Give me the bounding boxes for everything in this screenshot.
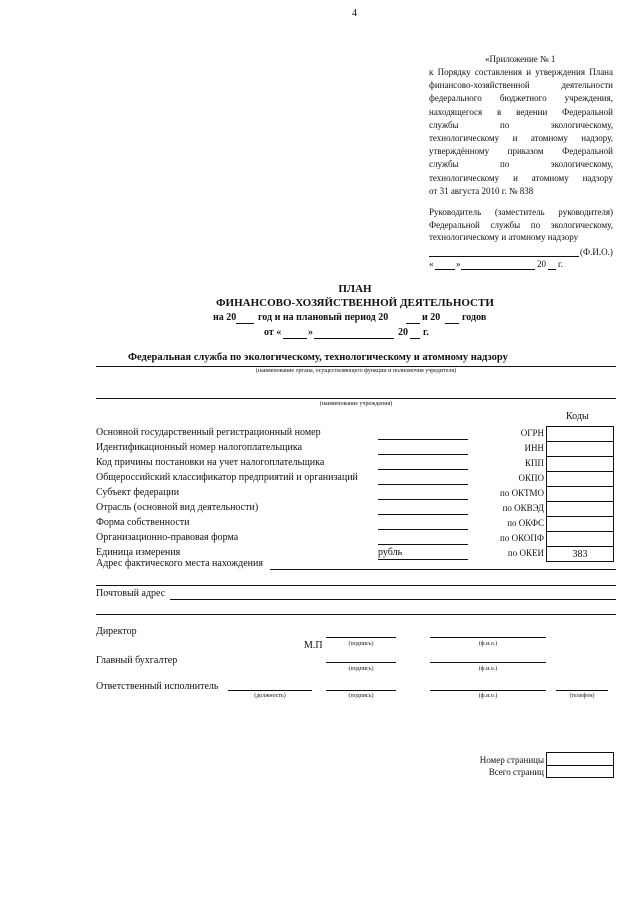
code-name: по ОКЕИ: [507, 548, 544, 558]
period-year-line: [236, 323, 254, 324]
code-value-cell[interactable]: [546, 531, 614, 547]
director-fio-caption: (ф.и.о.): [478, 641, 498, 647]
responsible-phone-caption: (телефон): [569, 693, 595, 699]
codes-header: Коды: [566, 411, 589, 422]
total-pages-label: Всего страниц: [488, 767, 544, 777]
code-name: по ОКТМО: [500, 488, 544, 498]
code-row-line[interactable]: [378, 514, 468, 515]
code-row-line[interactable]: [378, 439, 468, 440]
code-row-label: Идентификационный номер налогоплательщика: [96, 442, 303, 453]
accountant-sign-caption: (подпись): [348, 666, 374, 672]
approval-fio: (Ф.И.О.): [580, 247, 613, 257]
date-year-line: [410, 338, 420, 339]
appendix-title: «Приложение № 1: [485, 54, 556, 64]
approval-year: 20: [537, 259, 546, 269]
responsible-position-line[interactable]: [228, 690, 312, 691]
responsible-sign-line[interactable]: [326, 690, 396, 691]
approval-month-line: [461, 269, 535, 270]
postal-label: Почтовый адрес: [96, 588, 166, 599]
code-row-line[interactable]: [378, 499, 468, 500]
code-row-line[interactable]: [378, 469, 468, 470]
code-name: ОКПО: [518, 473, 544, 483]
code-value-cell[interactable]: [546, 426, 614, 442]
appendix-line: финансово-хозяйственной деятельности: [429, 80, 613, 91]
date-day-line: [283, 338, 307, 339]
approval-text: [429, 206, 613, 232]
code-name: КПП: [524, 458, 544, 468]
organ-line: [96, 366, 616, 367]
page-number: 4: [352, 8, 357, 19]
institution-caption: (наименование учреждения): [319, 401, 393, 407]
date-c: 20: [398, 327, 408, 338]
responsible-position-caption: (должность): [254, 693, 286, 699]
appendix-line: федерального бюджетного учреждения,: [429, 93, 613, 104]
date-month-line: [314, 338, 394, 339]
accountant-sign-line[interactable]: [326, 662, 396, 663]
code-row-label: Единица измерения: [96, 547, 181, 558]
approval-line: Федеральной службы по экологическому,: [429, 220, 613, 230]
approval-signature-line: [429, 256, 579, 257]
code-value-cell[interactable]: [546, 441, 614, 457]
code-value-cell[interactable]: 383: [546, 546, 614, 562]
postal-line-2[interactable]: [96, 614, 616, 615]
code-value-cell[interactable]: [546, 486, 614, 502]
period-plan2-line: [445, 323, 459, 324]
appendix-line: технологическому и атомному надзору,: [429, 133, 613, 144]
address-line-2[interactable]: [96, 585, 616, 586]
approval-date-suffix: г.: [558, 259, 563, 269]
accountant-fio-caption: (ф.и.о.): [478, 666, 498, 672]
responsible-fio-line[interactable]: [430, 690, 546, 691]
date-a: от «: [264, 327, 282, 338]
director-sign-line[interactable]: [326, 637, 396, 638]
mp-label: М.П: [304, 640, 323, 651]
organ-name: Федеральная служба по экологическому, технологическому и атомному надзору: [128, 352, 508, 363]
code-row-line[interactable]: [378, 544, 468, 545]
appendix-line: технологическому и атомному надзору: [429, 172, 613, 183]
responsible-sign-caption: (подпись): [348, 693, 374, 699]
period-b: год и на плановый период 20: [258, 312, 389, 323]
director-fio-line[interactable]: [430, 637, 546, 638]
code-row-label: Код причины постановки на учет налогоплательщика: [96, 457, 325, 468]
appendix-line: к Порядку составления и утверждения Плана: [429, 67, 613, 77]
appendix-last-line: от 31 августа 2010 г. № 838: [429, 186, 534, 196]
period-d: годов: [462, 312, 487, 323]
date-d: г.: [423, 327, 429, 338]
date-b: »: [308, 327, 313, 338]
code-row-label: Субъект федерации: [96, 487, 180, 498]
postal-line-1[interactable]: [170, 599, 616, 600]
appendix-line: находящегося в ведении Федеральной: [429, 106, 613, 117]
code-value-cell[interactable]: [546, 471, 614, 487]
appendix-line: службы по экологическому,: [429, 159, 613, 170]
code-name: ОГРН: [520, 428, 544, 438]
period-c: и 20: [422, 312, 441, 323]
code-name: по ОКВЭД: [502, 503, 544, 513]
period-a: на 20: [213, 312, 237, 323]
code-name: по ОКФС: [507, 518, 544, 528]
address-label: Адрес фактического места нахождения: [96, 558, 263, 569]
address-line-1[interactable]: [270, 569, 616, 570]
code-row-label: Отрасль (основной вид деятельности): [96, 502, 259, 513]
approval-last-line: технологическому и атомному надзору: [429, 232, 579, 242]
organ-caption: (наименование органа, осуществляющего функции и полномочия учредителя): [255, 368, 457, 374]
plan-title: ПЛАН: [338, 283, 372, 295]
approval-year-line: [548, 269, 556, 270]
code-value-cell[interactable]: [546, 516, 614, 532]
appendix-line: утверждённому приказом Федеральной: [429, 146, 613, 157]
institution-line: [96, 398, 616, 399]
code-name: по ОКОПФ: [500, 533, 544, 543]
code-row-line[interactable]: [378, 559, 468, 560]
code-row-line[interactable]: [378, 484, 468, 485]
code-row-line[interactable]: [378, 454, 468, 455]
code-row-line[interactable]: [378, 529, 468, 530]
appendix-line: службы по экологическому,: [429, 119, 613, 130]
appendix-text: [429, 66, 613, 185]
page-no-label: Номер страницы: [479, 755, 544, 765]
director-label: Директор: [96, 626, 137, 637]
code-value-cell[interactable]: [546, 456, 614, 472]
unit-value: рубль: [378, 547, 403, 558]
responsible-fio-caption: (ф.и.о.): [478, 693, 498, 699]
period-plan1-line: [406, 323, 420, 324]
code-row-label: Общероссийский классификатор предприятий и организаций: [96, 472, 358, 483]
approval-date-close: »: [456, 259, 461, 269]
code-row-label: Форма собственности: [96, 517, 190, 528]
page-number-box[interactable]: [546, 752, 614, 778]
responsible-label: Ответственный исполнитель: [96, 681, 219, 692]
accountant-label: Главный бухгалтер: [96, 655, 178, 666]
responsible-phone-line[interactable]: [556, 690, 608, 691]
approval-date-open: «: [429, 259, 434, 269]
approval-day-line: [435, 269, 455, 270]
accountant-fio-line[interactable]: [430, 662, 546, 663]
code-name: ИНН: [524, 443, 544, 453]
plan-subtitle: ФИНАНСОВО-ХОЗЯЙСТВЕННОЙ ДЕЯТЕЛЬНОСТИ: [216, 297, 494, 309]
code-row-label: Основной государственный регистрационный номер: [96, 427, 321, 438]
code-row-label: Организационно-правовая форма: [96, 532, 239, 543]
code-value-cell[interactable]: [546, 501, 614, 517]
approval-line: Руководитель (заместитель руководителя): [429, 207, 613, 217]
director-sign-caption: (подпись): [348, 641, 374, 647]
